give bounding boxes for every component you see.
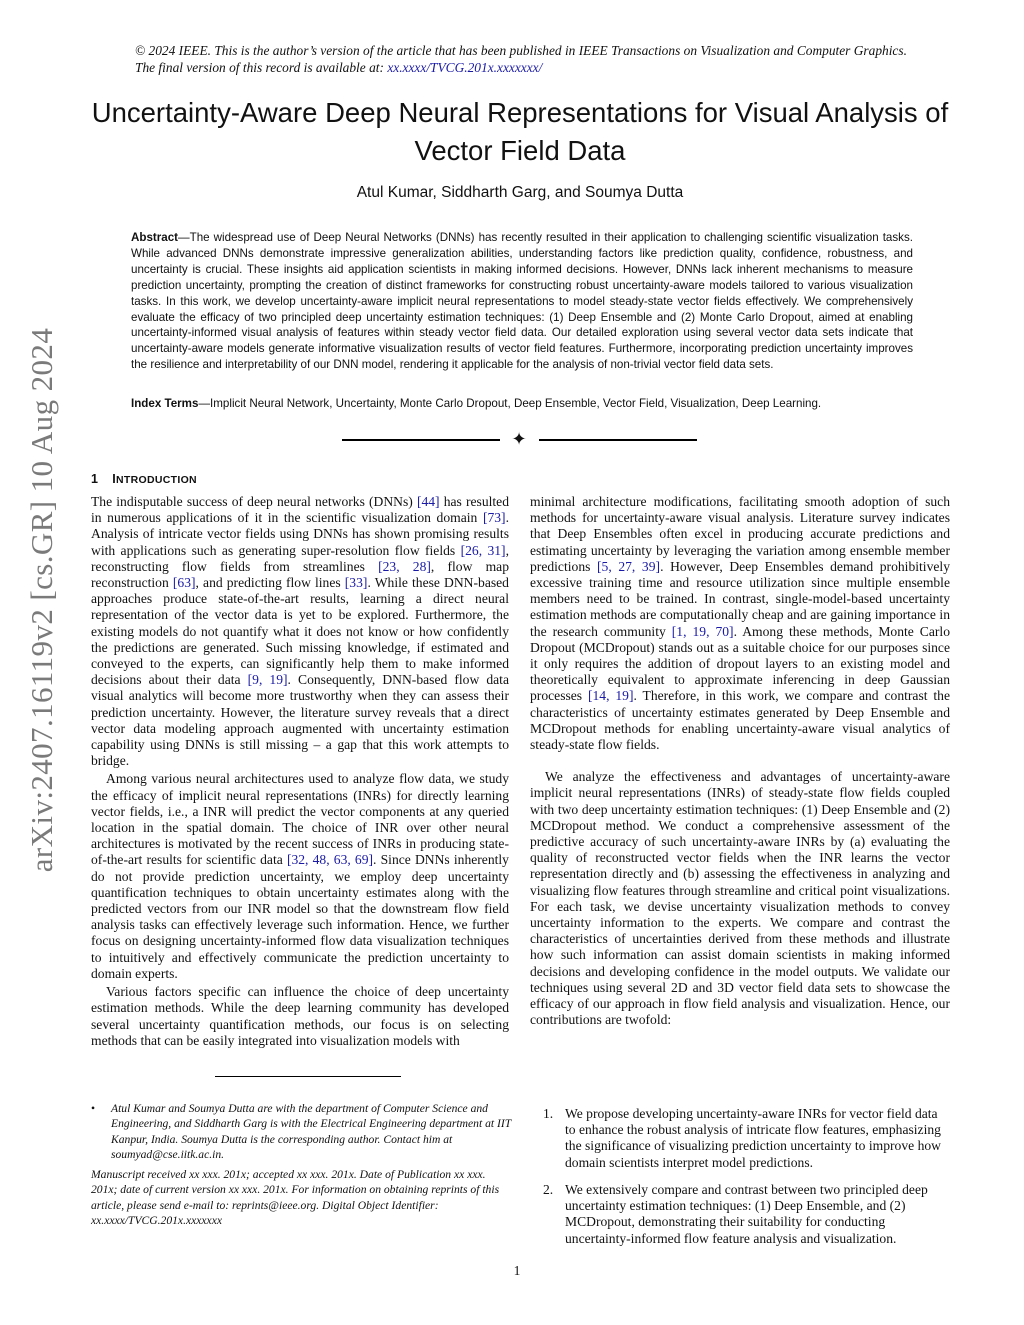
abstract-text: —The widespread use of Deep Neural Networks (DNNs) has recently resulted in their application to challenging scientific visualization tasks. While advanced DNNs demonstrate impressive generalization abilities, understanding factors like prediction quality, confidence, robustness, and uncertainty is crucial. These insights aid application scientists in making informed decisions. However, DNNs lack inherent mechanisms to measure prediction uncertainty, prompting the creation of distinct frameworks for constructing robust uncertainty-aware models tailored to various visualization tasks. In this work, we develop uncertainty-aware implicit neural representations to model steady-state vector fields effectively. We comprehensively evaluate the efficacy of two principled deep uncertainty estimation techniques: (1) Deep Ensemble and (2) Monte Carlo Dropout, aimed at enabling uncertainty-informed visual analysis of features within steady vector field data. Our detailed exploration using several vector data sets indicate that uncertainty-aware models generate informative visualization results of vector field features. Furthermore, incorporating prediction uncertainty improves the resilience and interpretability of our DNN model, rendering it applicable for the analysis of non-trivial vector field data sets. <box>131 231 913 372</box>
section-title-initial: I <box>112 472 117 486</box>
footnote-affiliation <box>91 1101 511 1162</box>
citation-link[interactable]: [63] <box>172 575 196 591</box>
citation-link[interactable]: [26, 31] <box>460 542 506 558</box>
copyright-text: © 2024 IEEE. This is the author’s version of the article that has been published in IEEE Transactions on Visualization and Computer Graphics. The final version of this record is available at: <box>135 43 907 75</box>
list-item <box>543 1106 951 1171</box>
section-heading <box>91 472 197 486</box>
section-title-rest: NTRODUCTION <box>116 474 197 486</box>
arxiv-stamp <box>2 327 82 873</box>
paragraph: Various factors specific can influence the choice of deep uncertainty estimation methods. While the deep learning community has developed several uncertainty quantification methods, our focus is on selecting methods that can be easily integrated into visualization models with <box>91 984 509 1048</box>
citation-link[interactable]: [33] <box>344 575 368 591</box>
index-terms <box>131 396 931 412</box>
citation-link[interactable]: [44] <box>416 494 440 509</box>
index-terms-label: Index Terms <box>131 397 199 410</box>
arxiv-identifier: arXiv:2407.16119v2 [cs.GR] 10 Aug 2024 <box>24 327 59 873</box>
divider-line-left <box>342 439 500 441</box>
list-item <box>543 1182 951 1247</box>
citation-link[interactable]: [5, 27, 39] <box>597 558 661 574</box>
affiliation-text: Atul Kumar and Soumya Dutta are with the department of Computer Science and Engineering, and Siddharth Garg is with the Electrical Engineering department at IIT Kanpur, India. Soumya Dutta is the corresponding author. Contact him at soumyad@cse.iitk.ac.in. <box>111 1102 511 1161</box>
paragraph: The indisputable success of deep neural networks (DNNs) [44] has resulted in numerous applications of it in the scientific visualization domain [73]. Analysis of intricate vector fields using DNNs has shown promising results with applications such as generating super-resolution flow fields [26, 31], reconstructing flow fields from streamlines [23, 28], flow map reconstruction [63], and predicting flow lines [33]. While these DNN-based approaches produce state-of-the-art results, learning a direct neural representation of the vector data is yet to be explored. Furthermore, the existing models do not quantify what it does not know or how confidently the predictions are generated. Such missing knowledge, if estimated and conveyed to the experts, can significantly help them to make informed decisions about their data [9, 19]. Consequently, DNN-based flow data visual analytics will become more trustworthy when they can assess their prediction uncertainty. However, the literature survey reveals that a direct vector data modeling approach augmented with uncertainty estimation capability using DNNs is still missing – a gap that this work attempts to bridge. <box>91 494 509 769</box>
citation-link[interactable]: [9, 19] <box>247 672 288 688</box>
citation-link[interactable]: [32, 48, 63, 69] <box>286 852 374 868</box>
footnote-rule <box>215 1076 401 1077</box>
page-number: 1 <box>513 1263 521 1278</box>
paper-title: Uncertainty-Aware Deep Neural Representations for Visual Analysis of Vector Field Data <box>91 97 949 166</box>
divider-line-right <box>539 439 697 441</box>
index-terms-text: —Implicit Neural Network, Uncertainty, Monte Carlo Dropout, Deep Ensemble, Vector Field, Visualization, Deep Learning. <box>198 397 822 410</box>
left-column <box>91 494 509 1049</box>
paragraph: Among various neural architectures used to analyze flow data, we study the efficacy of implicit neural representations (INRs) for directly learning vector fields, i.e., a INR will predict the vector components at any queried location in the spatial domain. The choice of INR over other neural architectures is motivated by the recent success of INRs in producing state-of-the-art results for scientific data [32, 48, 63, 69]. Since DNNs inherently do not provide prediction uncertainty, we employ deep uncertainty quantification techniques to obtain uncertainty estimates along with the predicted vectors from our INR model so that the downstream flow field analysis tasks can effectively leverage such information. Hence, we further focus on designing uncertainty-informed flow data visualization techniques to intuitively and effectively communicate the prediction uncertainty to domain experts. <box>91 771 509 981</box>
right-column <box>530 494 950 1029</box>
list-text: We propose developing uncertainty-aware INRs for vector field data to enhance the robust analysis of intricate flow features, emphasizing the significance of visualizing prediction uncertainty to improve how domain scientists interpret model predictions. <box>565 1106 941 1170</box>
list-text: We extensively compare and contrast between two principled deep uncertainty estimation techniques: (1) Deep Ensemble, and (2) MCDropout, demonstrating their suitability for conducting uncertainty-informed flow feature analysis and visualization. <box>565 1182 928 1246</box>
bullet-icon: • <box>91 1102 96 1115</box>
abstract <box>131 230 913 373</box>
section-number: 1 <box>91 472 99 486</box>
abstract-label: Abstract <box>131 231 179 244</box>
footnote-manuscript: Manuscript received xx xxx. 201x; accepted xx xxx. 201x. Date of Publication xx xxx. 201x; date of current version xx xxx. 201x. For information on obtaining reprints of this article, please send e-mail to: reprints@ieee.org. Digital Object Identifier: xx.xxxx/TVCG.201x.xxxxxxx <box>91 1168 500 1227</box>
citation-link[interactable]: [1, 19, 70] <box>671 623 734 639</box>
divider-diamond-icon: ✦ <box>511 429 527 449</box>
citation-link[interactable]: [14, 19] <box>587 688 634 704</box>
copyright-notice <box>135 42 925 76</box>
citation-link[interactable]: [73] <box>482 510 506 526</box>
doi-link[interactable]: xx.xxxx/TVCG.201x.xxxxxxx/ <box>387 60 543 75</box>
citation-link[interactable]: [23, 28] <box>378 558 431 574</box>
paragraph: We analyze the effectiveness and advantages of uncertainty-aware implicit neural representations (INRs) of steady-state flow fields coupled with two deep uncertainty estimation techniques: (1) Deep Ensemble and (2) MCDropout method. We conduct a comprehensive assessment of the predictive accuracy of such uncertainty-aware INRs by (a) evaluating the quality of reconstructed vector fields when the INR learns the vector representation directly and (b) assessing the effectiveness in analyzing and visualizing flow features through streamline and critical point visualizations. For each task, we devise uncertainty visualization methods to convey uncertainty information to the experts. We compare and contrast the characteristics of uncertainties derived from these methods and illustrate how such information can assist domain scientists in making informed decisions and developing confidence in the model outputs. We validate our techniques using several 2D and 3D vector field data sets to showcase the efficacy of our approach in flow field analysis and visualization. Hence, our contributions are twofold: <box>530 769 950 1028</box>
list-number: 2. <box>543 1182 554 1197</box>
author-list: Atul Kumar, Siddharth Garg, and Soumya Dutta <box>356 184 684 201</box>
paragraph: minimal architecture modifications, facilitating smooth adoption of such methods for uncertainty-aware visual analysis. Literature survey indicates that Deep Ensembles often excel in producing accurate predictions and estimating uncertainty by leveraging the variation among ensemble member predictions [5, 27, 39]. However, Deep Ensembles demand prohibitively excessive training time and resource utilization since multiple ensemble members need to be trained. In contrast, single-model-based uncertainty estimation methods are computationally cheap and are gaining importance in the research community [1, 19, 70]. Among these methods, Monte Carlo Dropout (MCDropout) stands out as a suitable choice for our purposes since it only requires the addition of dropout layers to an existing model and theoretically equivalent to approximate inferencing in deep Gaussian processes [14, 19]. Therefore, in this work, we compare and contrast the characteristics of uncertainty estimates generated by Deep Ensemble and MCDropout methods for enabling uncertainty-aware visual analytics of steady-state flow fields. <box>530 494 951 753</box>
list-number: 1. <box>543 1106 554 1121</box>
